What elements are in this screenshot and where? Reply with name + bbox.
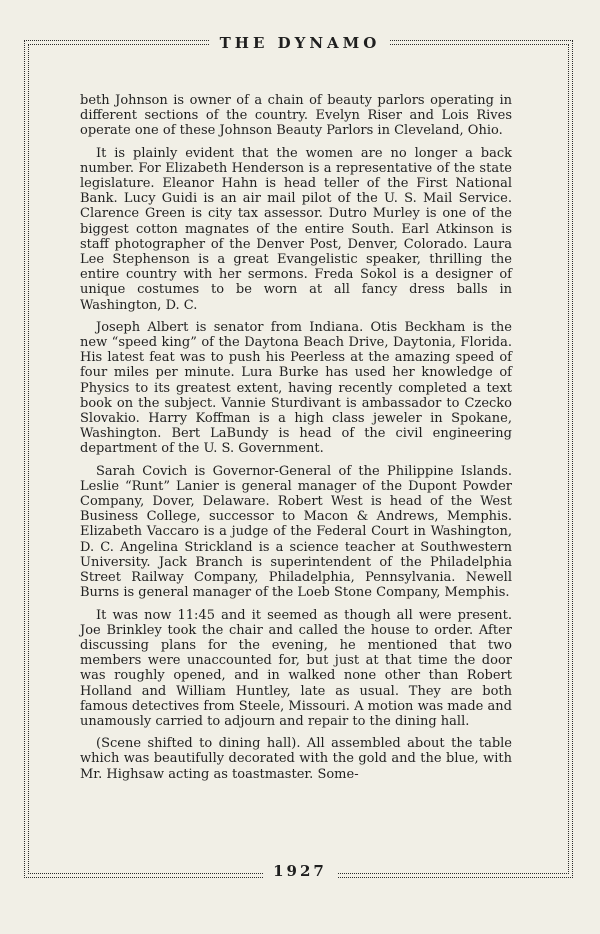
paragraph: It is plainly evident that the women are no longer a back number. For Elizabeth Henderson is a representative of the state legislature. Eleanor Hahn is head teller of the First National Bank. Lucy Guidi is an air mail pilot of the U. S. Mail Service. Clarence Green is city tax assessor. Dutro Murley is one of the biggest cotton magnates of the entire South. Earl Atkinson is staff photographer of the Denver Post, Denver, Colorado. Laura Lee Stephenson is a great Evangelistic speaker, thrilling the entire country with her sermons. Freda Sokol is a designer of unique costumes to be worn at all fancy dress balls in Washington, D. C. [80, 145, 512, 313]
page-header [0, 34, 600, 52]
paragraph: Joseph Albert is senator from Indiana. Otis Beckham is the new “speed king” of the Daytona Beach Drive, Daytonia, Florida. His latest feat was to push his Peerless at the amazing speed of four miles per minute. Lura Burke has used her knowledge of Physics to its greatest extent, having recently completed a text book on the subject. Vannie Sturdivant is ambassador to Czecko Slovakio. Harry Koffman is a high class jeweler in Spokane, Washington. Bert LaBundy is head of the civil engineering department of the U. S. Government. [80, 319, 512, 457]
paragraph: beth Johnson is owner of a chain of beauty parlors operating in different sections of the country. Evelyn Riser and Lois Rives operate one of these Johnson Beauty Parlors in Cleveland, Ohio. [80, 93, 512, 139]
page-body [80, 93, 512, 789]
header-title: THE DYNAMO [210, 34, 391, 52]
page-footer [0, 862, 600, 880]
footer-year: 1927 [263, 862, 337, 880]
paragraph: Sarah Covich is Governor-General of the Philippine Islands. Leslie “Runt” Lanier is general manager of the Dupont Powder Company, Dover, Delaware. Robert West is head of the West Business College, successor to Macon & Andrews, Memphis. Elizabeth Vaccaro is a judge of the Federal Court in Washington, D. C. Angelina Strickland is a science teacher at Southwestern University. Jack Branch is superintendent of the Philadelphia Street Railway Company, Philadelphia, Pennsylvania. Newell Burns is general manager of the Loeb Stone Company, Memphis. [80, 463, 512, 601]
paragraph: It was now 11:45 and it seemed as though all were present. Joe Brinkley took the chair and called the house to order. After discussing plans for the evening, he mentioned that two members were unaccounted for, but just at that time the door was roughly opened, and in walked none other than Robert Holland and William Huntley, late as usual. They are both famous detectives from Steele, Missouri. A motion was made and unamously carried to adjourn and repair to the dining hall. [80, 607, 512, 729]
paragraph: (Scene shifted to dining hall). All assembled about the table which was beautifully decorated with the gold and the blue, with Mr. Highsaw acting as toastmaster. Some- [80, 736, 512, 782]
